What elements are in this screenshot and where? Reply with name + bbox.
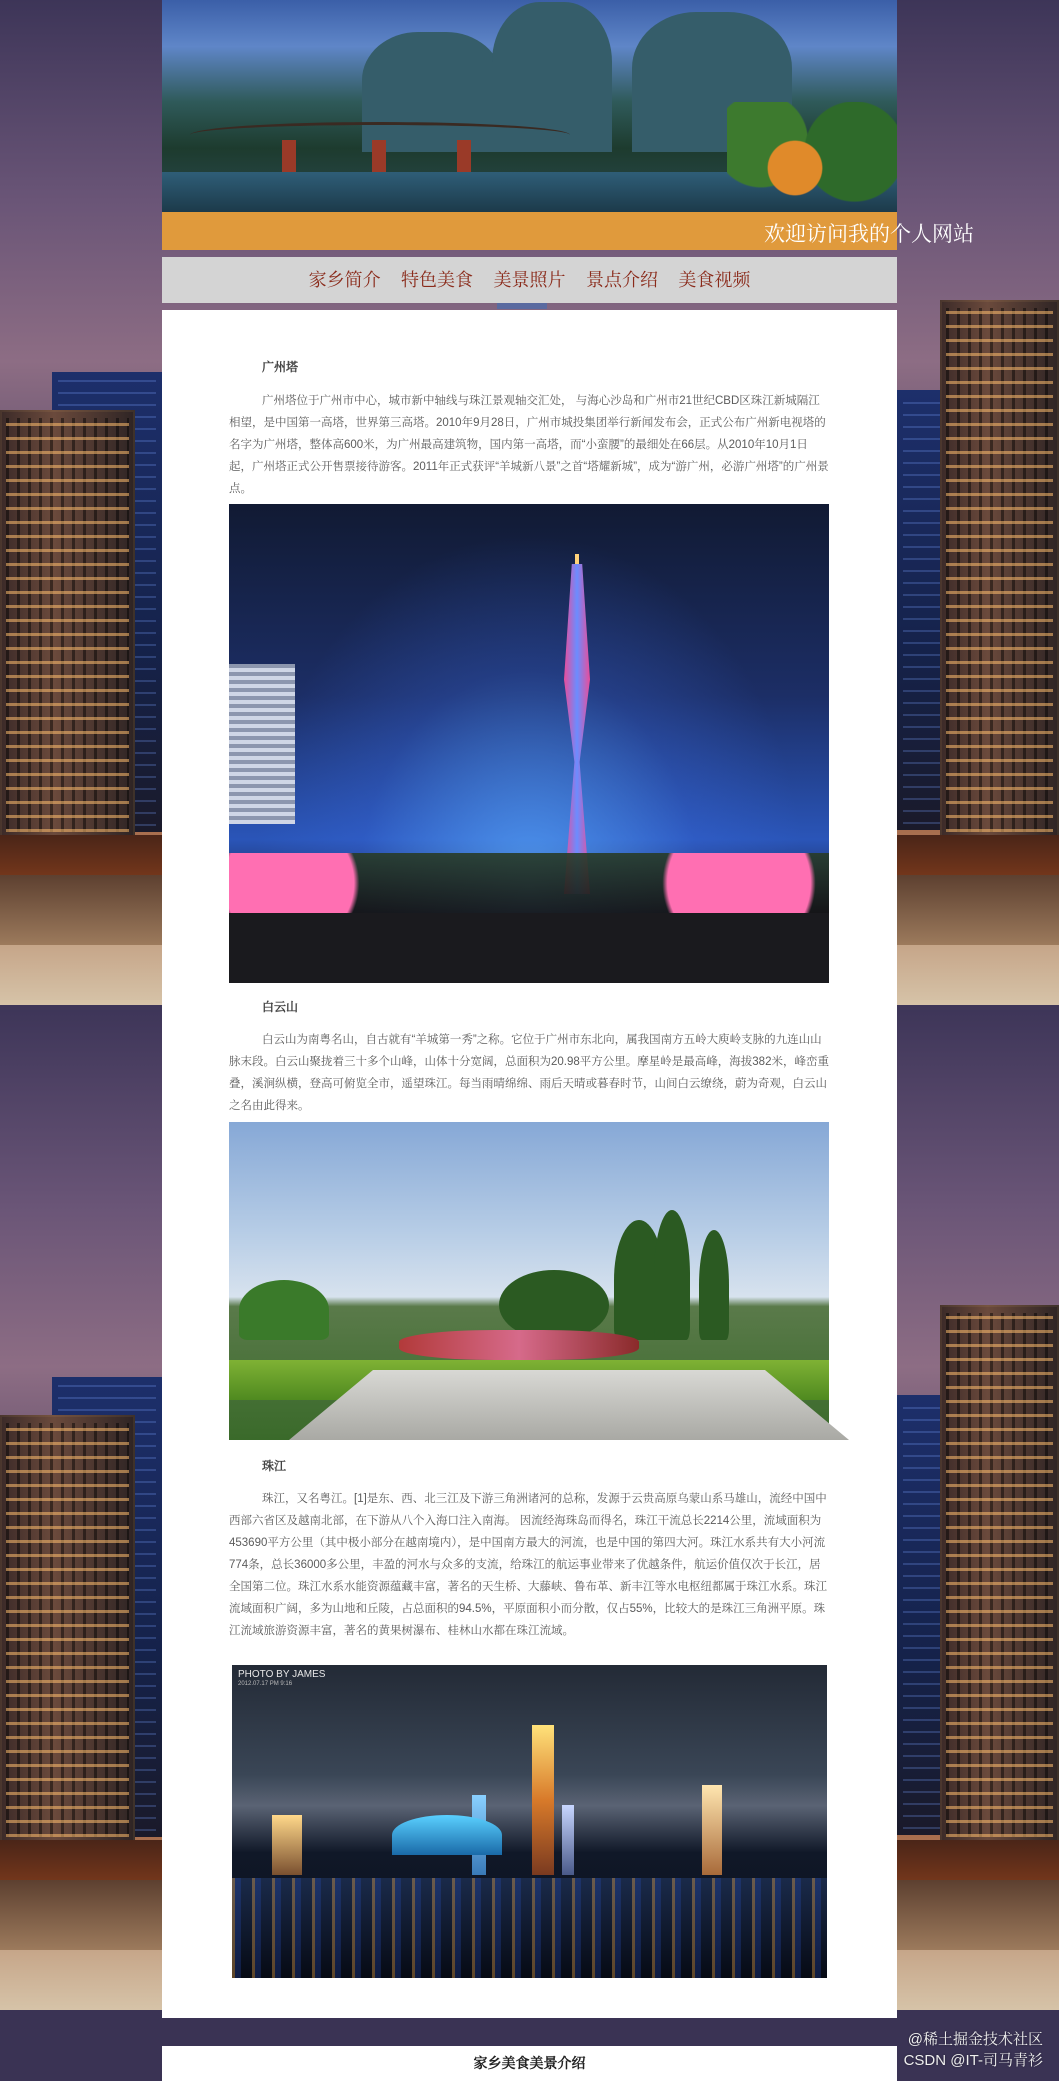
nav-item-local-food[interactable]: 特色美食 — [401, 270, 474, 290]
section-text-baiyun-mountain: 白云山为南粤名山，自古就有“羊城第一秀”之称。它位于广州市东北向，属我国南方五岭大庾岭支脉的九连山山脉末段。白云山聚拢着三十多个山峰，山体十分宽阔，总面积为20.98平方公里。摩星岭是最高峰，海拔382米，峰峦重叠，溪涧纵横，登高可俯览全市，遥望珠江。每当雨晴绵绵、雨后天晴或暮春时节，山间白云缭绕，蔚为奇观，白云山之名由此得来。 — [229, 1034, 829, 1112]
watermark-juejin: @稀土掘金技术社区 — [907, 2031, 1043, 2048]
watermark-csdn: CSDN @IT-司马青衫 — [903, 2052, 1043, 2069]
section-title-canton-tower: 广州塔 — [262, 360, 299, 374]
content-panel — [162, 310, 897, 2018]
nav-item-attractions[interactable]: 景点介绍 — [585, 270, 658, 290]
section-title-baiyun-mountain: 白云山 — [262, 1000, 299, 1014]
photo-timestamp: 2012.07.17 PM 9:16 — [238, 1681, 293, 1687]
nav-item-scenery-photos[interactable]: 美景照片 — [493, 270, 566, 290]
photo-caption: PHOTO BY JAMES — [238, 1669, 326, 1680]
watermark — [904, 2029, 1043, 2071]
nav-divider — [497, 303, 547, 309]
canton-tower-photo — [229, 504, 829, 983]
welcome-text: 欢迎访问我的个人网站 — [764, 223, 974, 246]
footer — [162, 2046, 897, 2081]
nav-item-hometown-intro[interactable]: 家乡简介 — [308, 270, 381, 290]
section-title-pearl-river: 珠江 — [262, 1459, 287, 1473]
main-nav — [162, 257, 897, 303]
section-text-pearl-river: 珠江，又名粤江。[1]是东、西、北三江及下游三角洲诸河的总称，发源于云贵高原乌蒙山系马雄山，流经中国中西部六省区及越南北部，在下游从八个入海口注入南海。 因流经海珠岛而得名，珠江干流总长2214公里，流域面积为453690平方公里（其中极小部分在越南境内），是中国南方最大的河流，也是中国的第四大河。珠江水系共有大小河流774条，总长36000多公里，丰盈的河水与众多的支流，给珠江的航运事业带来了优越条件，航运价值仅次于长江，居全国第二位。珠江水系水能资源蕴藏丰富，著名的天生桥、大藤峡、鲁布革、新丰江等水电枢纽都属于珠江水系。珠江流域面积广阔，多为山地和丘陵，占总面积的94.5%，平原面积小而分散，仅占55%，比较大的是珠江三角洲平原。珠江流域旅游资源丰富，著名的黄果树瀑布、桂林山水都在珠江流域。 — [229, 1493, 827, 1637]
pearl-river-photo — [232, 1665, 827, 1978]
baiyun-mountain-photo — [229, 1122, 829, 1440]
footer-title: 家乡美食美景介绍 — [473, 2055, 586, 2071]
nav-item-food-videos[interactable]: 美食视频 — [678, 270, 751, 290]
welcome-marquee — [162, 212, 974, 250]
banner-image — [162, 0, 897, 212]
section-text-canton-tower: 广州塔位于广州市中心，城市新中轴线与珠江景观轴交汇处， 与海心沙岛和广州市21世纪CBD区珠江新城隔江相望，是中国第一高塔，世界第三高塔。2010年9月28日，广州市城投集团举行新闻发布会，正式公布广州新电视塔的名字为广州塔，整体高600米，为广州最高建筑物，国内第一高塔，而“小蛮腰”的最细处在66层。从2010年10月1日起，广州塔正式公开售票接待游客。2011年正式获评“羊城新八景”之首“塔耀新城”，成为“游广州，必游广州塔”的广州景点。 — [229, 395, 829, 495]
